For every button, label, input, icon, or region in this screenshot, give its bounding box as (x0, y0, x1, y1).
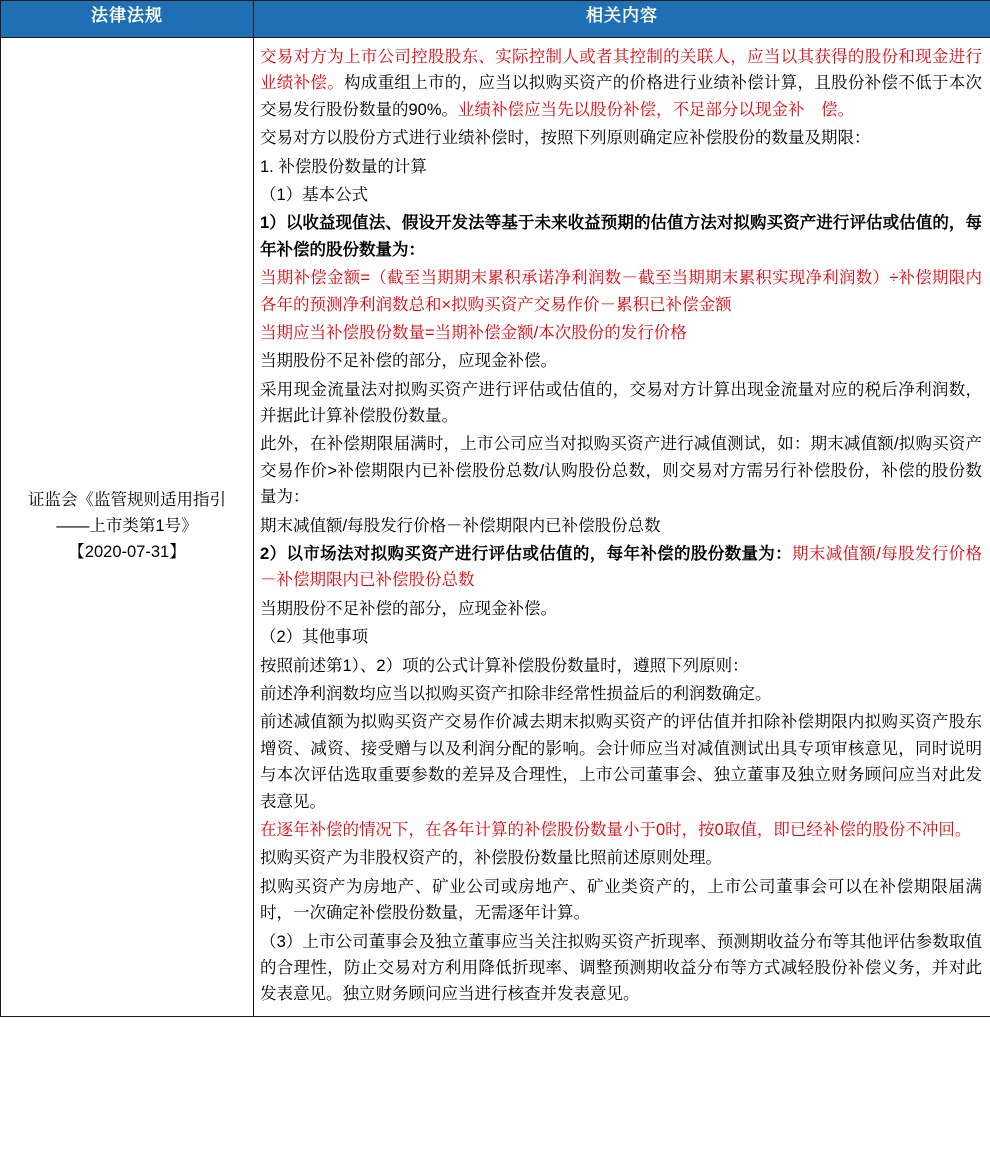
table-header-row (1, 1, 990, 38)
content-run-red: 当期应当补偿股份数量=当期补偿金额/本次股份的发行价格 (260, 323, 687, 342)
content-run-bold: 2）以市场法对拟购买资产进行评估或估值的，每年补偿的股份数量为： (260, 545, 793, 564)
content-run-normal: （1）基本公式 (260, 185, 369, 204)
content-paragraph (260, 845, 982, 871)
content-run-normal: （2）其他事项 (260, 628, 369, 647)
content-run-normal: 期末减值额/每股发行价格－补偿期限内已补偿股份总数 (260, 516, 661, 535)
content-paragraph (260, 709, 982, 815)
content-paragraph (260, 182, 982, 208)
content-run-normal: 此外，在补偿期限届满时，上市公司应当对拟购买资产进行减值测试，如：期末减值额/拟购买资产交易作价>补偿期限内已补偿股份总数/认购股份总数，则交易对方需另行补偿股份，补偿的股份数量为： (260, 435, 982, 507)
content-run-normal: 1. 补偿股份数量的计算 (260, 157, 427, 176)
content-paragraph (260, 874, 982, 927)
content-run-red: 期末减值额/每股发行价格－补偿期限内已补偿股份总数 (260, 545, 982, 590)
content-run-red: 当期补偿金额=（截至当期期末累积承诺净利润数－截至当期期末累积实现净利润数）÷补偿期限内各年的预测净利润数总和×拟购买资产交易作价－累积已补偿金额 (260, 269, 982, 314)
content-paragraph (260, 377, 982, 430)
content-paragraph (260, 320, 982, 346)
content-paragraph (260, 513, 982, 539)
content-run-normal: 拟购买资产为房地产、矿业公司或房地产、矿业类资产的，上市公司董事会可以在补偿期限届满时，一次确定补偿股份数量，无需逐年计算。 (260, 877, 982, 923)
content-paragraph (260, 265, 982, 318)
content-paragraph (260, 541, 982, 594)
content-paragraph (260, 681, 982, 707)
content-run-normal: 采用现金流量法对拟购买资产进行评估或估值的，交易对方计算出现金流量对应的税后净利润数，并据此计算补偿股份数量。 (260, 380, 982, 426)
content-run-red: 在逐年补偿的情况下，在各年计算的补偿股份数量小于0时，按0取值，即已经补偿的股份不冲回。 (260, 820, 972, 839)
column-header-law: 法律法规 (1, 1, 254, 38)
content-run-red: 交易对方为上市公司控股股东、实际控制人或者其控制的关联人，应当以其获得的股份和现金进行业绩补偿。 (260, 48, 982, 93)
content-run-normal: （3）上市公司董事会及独立董事应当关注拟购买资产折现率、预测期收益分布等其他评估参数取值的合理性，防止交易对方利用降低折现率、调整预测期收益分布等方式减轻股份补偿义务，并对此发表意见。独立财务顾问应当进行核查并发表意见。 (260, 932, 982, 1004)
content-run-normal: 按照前述第1）、2）项的公式计算补偿股份数量时，遵照下列原则： (260, 656, 749, 675)
content-run-normal: 前述净利润数均应当以拟购买资产扣除非经常性损益后的利润数确定。 (260, 684, 772, 703)
content-paragraph (260, 154, 982, 180)
content-paragraph (260, 596, 982, 622)
content-run-normal: 前述减值额为拟购买资产交易作价减去期末拟购买资产的评估值并扣除补偿期限内拟购买资产股东增资、减资、接受赠与以及利润分配的影响。会计师应当对减值测试出具专项审核意见，同时说明与本次评估选取重要参数的差异及合理性，上市公司董事会、独立董事及独立财务顾问应当对此发表意见。 (260, 713, 982, 811)
column-header-content: 相关内容 (254, 1, 990, 38)
law-title-line-1: 证监会《监管规则适用指引 (28, 491, 226, 510)
content-run-normal: 交易对方以股份方式进行业绩补偿时，按照下列原则确定应补偿股份的数量及期限： (260, 129, 871, 148)
content-paragraph (260, 210, 982, 263)
content-run-normal: 当期股份不足补偿的部分，应现金补偿。 (260, 599, 557, 618)
law-date-line: 【2020-07-31】 (68, 542, 186, 561)
law-reference-cell (1, 38, 254, 1017)
content-run-red: 业绩补偿应当先以股份补偿，不足部分以现金补 偿。 (458, 100, 855, 119)
content-run-normal: 当期股份不足补偿的部分，应现金补偿。 (260, 352, 557, 371)
law-content-cell (254, 38, 990, 1017)
table-body (1, 38, 990, 1017)
content-paragraph (260, 929, 982, 1008)
content-run-normal: 拟购买资产为非股权资产的，补偿股份数量比照前述原则处理。 (260, 849, 722, 868)
law-title-line-2: ——上市类第1号》 (56, 517, 198, 536)
content-paragraph (260, 624, 982, 650)
table-row (1, 38, 990, 1017)
content-paragraph (260, 44, 982, 123)
content-paragraph (260, 817, 982, 843)
content-run-normal: 构成重组上市的，应当以拟购买资产的价格进行业绩补偿计算，且股份补偿不低于本次交易发行股份数量的90%。 (260, 74, 983, 119)
content-paragraph (260, 431, 982, 510)
content-paragraph (260, 348, 982, 374)
table-header (1, 1, 990, 38)
content-run-bold: 1）以收益现值法、假设开发法等基于未来收益预期的估值方法对拟购买资产进行评估或估值的，每年补偿的股份数量为： (260, 214, 982, 259)
content-paragraph (260, 125, 982, 151)
content-paragraph (260, 653, 982, 679)
